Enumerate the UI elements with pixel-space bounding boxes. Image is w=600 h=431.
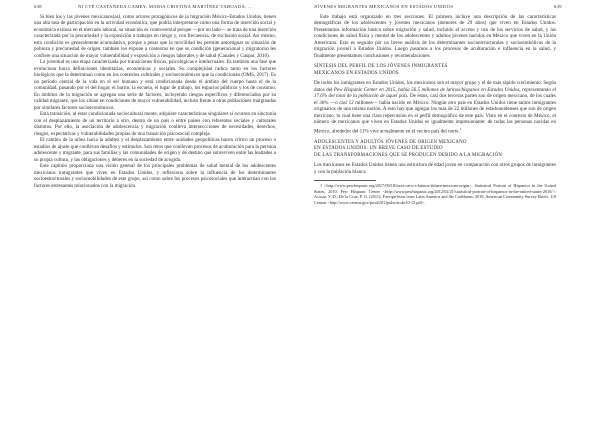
case-study-paragraph: Los mexicanos en Estados Unidos tienen una estructura de edad joven en comparación con otros grupos de inmigrantes y con la población blanca [314,162,556,175]
footnote-divider [314,180,376,181]
section-heading-case-study-line-2: EN ESTADOS UNIDOS: UN BREVE CASO DE ESTUDIO [314,146,443,152]
left-paragraph-2: La juventud es una etapa caracterizada por transiciones físicas, psicológicas e intelectuales. Es también una fase que evoluciona hacia definiciones identitarias, económicas y sociales. Su complejidad radica tanto en los factores biológicos que la determinan como en los contextos culturales y socioeconómicos que la condicionan (OMS, 2017). Es un período central de la vida en el ser humano y está condicionada desde el ámbito del cuerpo hasta el de la comunidad, pasando por el del hogar, el barrio, la escuela, el lugar de trabajo, los espacios públicos y los de consumo. En ámbitos de la migración se agregan una serie de factores, incluyendo riesgos específicos y diferenciados por su calidad migrante, que los sitúan en condiciones de mayor vulnerabilidad, incluso frente a otras poblaciones marginadas por similares factores socioeconómicos. [34,59,276,111]
section-heading-profile [314,64,556,77]
right-page-number: 639 [554,4,562,9]
footnote: 1 <http://www.pewhispanic.org/2017/09/18/facts-on-u-s-latinos-#share-mexican-origin>. Statistical Portrait of Hispanics in the United States, 2010. Pew Hispanic Center <http://www.pewhispanic.org/2012/02/21/statistical-portrait-of-hispanics-in-the-united-states-2010/>. Acosta, Y. D., De la Cruz, P. G. (2011), Foreign-born from Latin America and the Caribbean; 2010. American Community Survey Briefs. US Census <http://www.census.gov/prod/2011pubs/acsbr10-15.pdf>. [314,183,556,205]
right-intro-paragraph: Este trabajo está organizado en tres secciones. El primero incluye una descripción de las características demográficas de los adolescentes y jóvenes mexicanos (menores de 29 años) que viven en Estados Unidos. Presentamos información básica sobre migración y salud, incluido el acceso y uso de los servicios de salud, y las condiciones de salud física y mental de los adolescentes y adultos jóvenes nacidos en México que viven en la Unión Americana. Esto es seguido por un breve análisis de los determinantes socioestructurales y sociosimbólicos de la migración juvenil a Estados Unidos. Luego pasamos a los procesos de aculturación e influencia en la salud, y finalmente presentamos conclusiones y recomendaciones. [314,14,556,59]
profile-paragraph-part-1: De todos los inmigrantes en Estados Unidos, los mexicanos son el mayor grupo y el de más rápido crecimiento. Según datos del [314,80,556,93]
right-body-text [314,14,556,205]
section-heading-case-study [314,140,556,159]
footnote-marker[interactable]: 1 [459,126,462,131]
section-heading-profile-line-2: MEXICANOS EN ESTADOS UNIDOS [314,70,399,76]
section-heading-case-study-line-3: DE LAS TRANSFORMACIONES QUE SE PRODUCEN DEBIDO A LA MIGRACIÓN [314,152,503,158]
left-paragraph-3: Esta transición, al estar condicionada sociocultural mente, adquiere características singulares si ocurren en sincronía con el desplazamiento de un territorio a otro, dentro de un país o entre países con referentes sociales y culturales distintos. Por ello, la asociación de adolescencia y migración conlleva interseccciones de necesidades, derechos, riesgos, expectativas y vulnerabilidades propias de una transición psicosocial compleja. [34,111,276,137]
profile-paragraph [314,80,556,135]
left-paragraph-1: Si bien los y las jóvenes mexicanos(as), como actores protagónicos de la migración México-Estados Unidos, tienen una alta tasa de participación en la actividad económica, que podría interpretarse como una forma de inserción social y económica exitosa en el mercado laboral, su situación es controversial porque —por un lado— se trata de una inserción caracterizada por la precariedad y la exposición a trabajos en riesgo y, con frecuencia, de exclusión social. Así mismo, esta condición es generalmente acumulativa, porque a pesar que la movilidad les permite amortiguar su situación de pobreza y precariedad de origen, también los expone a contextos en que su condición (generacional y migratoria) les confiere una situación de mayor vulnerabilidad y exposición a riesgos laborales y de salud (Canales y Gaspar, 2010). [34,14,276,59]
right-page [300,0,600,431]
left-paragraph-4: El cambio de la niñez hacia la adultez y el desplazamiento entre unidades geopolíticas hacen crítico un proceso o estadios de ajuste que conllevan desafíos y estímulos. Son retos que conllevan procesos de aculturación para la persona adolescente y migrante, para sus familias y las comunidades de origen y de destino que sobreviven entre las lealtades a su propia cultura, y las obligaciones y deberes en la sociedad de acogida. [34,137,276,163]
section-heading-profile-line-1: SÍNTESIS DEL PERFIL DE LOS JÓVENES INMIGRANTES [314,64,448,70]
profile-paragraph-part-2: De éstos, casi dos terceras partes son de origen mexicano, de los cuales el 36% —o casi 12 millones— había nacido en México. Ningún otro país en Estados Unidos tiene tantos inmigrantes originarios de una misma nación. A esto hay que agregar los más de 22 millones de estadounidenses que son de origen mexicano, lo cual tiene una clara repercusión en el perfil demográfico de este país. Visto en el contexto de México, el número de mexicanos que viven en Estados Unidos es igualmente impresionante: de todas las personas nacidas en México, alrededor del 11% vive actualmente en el vecino país del norte. [314,93,556,135]
left-body-text [34,14,276,189]
left-paragraph-5: Este capítulo proporciona una visión general de los principales problemas de salud mental de los adolescentes mexicanos inmigrantes que viven en Estados Unidos, y reflexiona sobre la influencia de los determinantes socioestructurales y sociomobilidades de este grupo, así como sobre los procesos psicosociales que interactúan con los factores estresantes relacionados con la migración. [34,163,276,189]
profile-paragraph-emphasis: Pew Hispanic Center en 2015, había 56.5 millones de latinos/hispanos en Estados Unidos, representando el 17.6% del total de la población de aquel país. [314,86,557,100]
left-running-title: NI CTÉ CASTAÑEDA CAMEY, MARIA CRISTINA MARTÍNEZ-TABOADA, … [78,4,254,9]
right-running-title: JÓVENES MIGRANTES MEXICANOS EN ESTADOS UNIDOS [314,4,454,9]
section-heading-case-study-line-1: ADOLESCENTES Y ADULTOS JÓVENES DE ORIGEN MEXICANO [314,139,467,145]
left-page-number: 638 [34,4,42,9]
